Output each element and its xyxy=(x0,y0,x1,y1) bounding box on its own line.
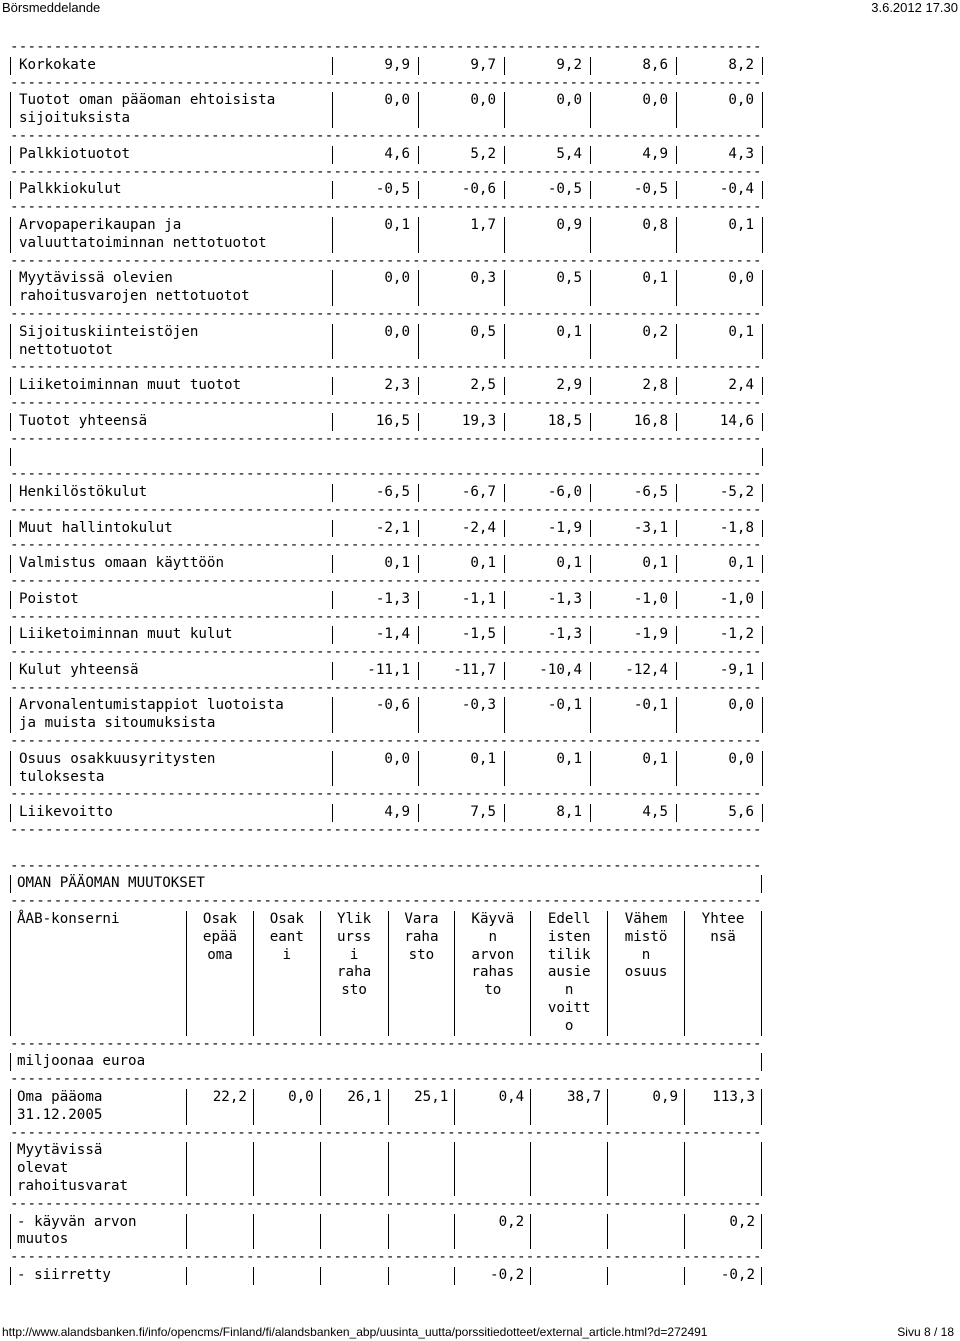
row-value: 0,4 xyxy=(455,1089,531,1125)
row-label: Poistot xyxy=(11,591,333,609)
row-value: -0,1 xyxy=(591,697,677,733)
table-row xyxy=(10,626,763,644)
table-row xyxy=(10,662,763,680)
row-value: 4,9 xyxy=(591,146,677,164)
dashed-separator xyxy=(10,1036,762,1054)
row-label: Valmistus omaan käyttöön xyxy=(11,555,333,573)
row-value: 0,1 xyxy=(591,555,677,573)
table-row xyxy=(10,911,762,1036)
income-statement xyxy=(10,39,762,840)
row-value: 4,3 xyxy=(677,146,763,164)
row-value: -1,2 xyxy=(677,626,763,644)
row-value xyxy=(187,1267,254,1285)
row-value: 0,5 xyxy=(505,270,591,306)
row-label: Sijoituskiinteistöjen nettotuotot xyxy=(11,324,333,360)
row-value: 0,0 xyxy=(253,1089,320,1125)
table-row xyxy=(10,146,763,164)
row-value: -6,7 xyxy=(419,484,505,502)
row-value: 2,8 xyxy=(591,377,677,395)
row-label: Arvopaperikaupan ja valuuttatoiminnan nettotuotot xyxy=(11,217,333,253)
row-label: Kulut yhteensä xyxy=(11,662,333,680)
row-value: 0,9 xyxy=(608,1089,685,1125)
row-value: 9,9 xyxy=(333,57,419,75)
table-row xyxy=(10,751,763,787)
row-label: Arvonalentumistappiot luotoista ja muista sitoumuksista xyxy=(11,697,333,733)
row-value: -0,3 xyxy=(419,697,505,733)
dashed-separator xyxy=(10,573,762,591)
row-value: -5,2 xyxy=(677,484,763,502)
row-value: 0,1 xyxy=(591,751,677,787)
row-label: Muut hallintokulut xyxy=(11,520,333,538)
row-value xyxy=(531,1214,608,1250)
equity-corner-label: ÅAB-konserni xyxy=(11,911,187,1036)
row-label: Liiketoiminnan muut kulut xyxy=(11,626,333,644)
dashed-separator xyxy=(10,609,762,627)
table-row xyxy=(10,1267,762,1285)
row-value: 0,0 xyxy=(505,92,591,128)
row-value xyxy=(388,1267,455,1285)
table-row xyxy=(10,181,763,199)
row-value: 5,6 xyxy=(677,804,763,822)
row-value: 7,5 xyxy=(419,804,505,822)
row-value xyxy=(187,1214,254,1250)
column-header: Edell isten tilik ausie n voitt o xyxy=(531,911,608,1036)
row-value: -1,3 xyxy=(505,626,591,644)
page-footer xyxy=(0,1323,960,1341)
row-label: Liikevoitto xyxy=(11,804,333,822)
row-value xyxy=(320,1142,388,1195)
row-value: 1,7 xyxy=(419,217,505,253)
row-value: -0,2 xyxy=(455,1267,531,1285)
row-value: 25,1 xyxy=(388,1089,455,1125)
row-value: -10,4 xyxy=(505,662,591,680)
row-value: 0,2 xyxy=(591,324,677,360)
row-value: -9,1 xyxy=(677,662,763,680)
row-value: 4,5 xyxy=(591,804,677,822)
table-row xyxy=(10,270,763,306)
table-row xyxy=(10,377,763,395)
row-value: -1,0 xyxy=(591,591,677,609)
row-value: 0,0 xyxy=(333,324,419,360)
table-row xyxy=(10,1089,762,1125)
row-label: Osuus osakkuusyritysten tuloksesta xyxy=(11,751,333,787)
row-value: 0,1 xyxy=(419,555,505,573)
dashed-separator xyxy=(10,128,762,146)
row-label: Myytävissä olevien rahoitusvarojen nettotuotot xyxy=(11,270,333,306)
row-value: 0,0 xyxy=(419,92,505,128)
row-value: 0,8 xyxy=(591,217,677,253)
row-value: 38,7 xyxy=(531,1089,608,1125)
row-value: -0,6 xyxy=(333,697,419,733)
row-value: 0,3 xyxy=(419,270,505,306)
row-value xyxy=(320,1214,388,1250)
row-value: -1,8 xyxy=(677,520,763,538)
dashed-separator xyxy=(10,164,762,182)
row-value: 5,2 xyxy=(419,146,505,164)
row-value: -2,4 xyxy=(419,520,505,538)
document-body xyxy=(10,39,762,1285)
row-value: -1,5 xyxy=(419,626,505,644)
row-value: 16,5 xyxy=(333,413,419,431)
dashed-separator xyxy=(10,733,762,751)
row-value: 8,2 xyxy=(677,57,763,75)
dashed-separator xyxy=(10,199,762,217)
row-value: 0,1 xyxy=(505,555,591,573)
row-value: 0,0 xyxy=(333,270,419,306)
row-label: - käyvän arvon muutos xyxy=(11,1214,187,1250)
table-row xyxy=(10,875,762,893)
dashed-separator xyxy=(10,537,762,555)
row-value: -1,3 xyxy=(333,591,419,609)
unit-label: miljoonaa euroa xyxy=(11,1053,762,1071)
header-title: Börsmeddelande xyxy=(2,0,101,15)
row-value: 4,9 xyxy=(333,804,419,822)
row-label: Palkkiokulut xyxy=(11,181,333,199)
row-value: -1,9 xyxy=(505,520,591,538)
row-value: 0,0 xyxy=(333,92,419,128)
row-value: 16,8 xyxy=(591,413,677,431)
row-label: Oma pääoma 31.12.2005 xyxy=(11,1089,187,1125)
column-header: Vähem mistö n osuus xyxy=(608,911,685,1036)
row-value xyxy=(455,1142,531,1195)
row-value: -0,5 xyxy=(333,181,419,199)
row-value xyxy=(608,1142,685,1195)
row-value: -6,0 xyxy=(505,484,591,502)
dashed-separator xyxy=(10,306,762,324)
row-value xyxy=(531,1267,608,1285)
row-value: 0,0 xyxy=(677,751,763,787)
row-value: -1,4 xyxy=(333,626,419,644)
row-value: 0,1 xyxy=(677,324,763,360)
table-row xyxy=(10,57,763,75)
row-value: 0,5 xyxy=(419,324,505,360)
table-row xyxy=(10,92,763,128)
row-value xyxy=(187,1142,254,1195)
row-value: 0,1 xyxy=(419,751,505,787)
dashed-separator xyxy=(10,1071,762,1089)
row-value xyxy=(320,1267,388,1285)
row-value: 0,1 xyxy=(677,217,763,253)
table-row xyxy=(10,697,763,733)
row-value: 8,6 xyxy=(591,57,677,75)
row-value: -0,5 xyxy=(591,181,677,199)
row-value: -0,1 xyxy=(505,697,591,733)
row-value: -1,1 xyxy=(419,591,505,609)
equity-changes xyxy=(10,858,762,1285)
table-row xyxy=(10,1142,762,1195)
footer-url: http://www.alandsbanken.fi/info/opencms/Finland/fi/alandsbanken_abp/uusinta_uutta/porssitiedotteet/external_article.html?d=272491 xyxy=(2,1325,708,1339)
row-value: -1,0 xyxy=(677,591,763,609)
table-row xyxy=(10,1053,762,1071)
row-label: Myytävissä olevat rahoitusvarat xyxy=(11,1142,187,1195)
row-value: -6,5 xyxy=(591,484,677,502)
row-value: 0,0 xyxy=(677,92,763,128)
row-value: 0,1 xyxy=(505,324,591,360)
column-header: Yhtee nsä xyxy=(685,911,762,1036)
equity-title: OMAN PÄÄOMAN MUUTOKSET xyxy=(11,875,762,893)
table-row xyxy=(10,591,763,609)
dashed-separator xyxy=(10,644,762,662)
dashed-separator xyxy=(10,1125,762,1143)
row-value: 18,5 xyxy=(505,413,591,431)
row-value: -1,3 xyxy=(505,591,591,609)
row-label: Liiketoiminnan muut tuotot xyxy=(11,377,333,395)
row-value xyxy=(608,1267,685,1285)
row-value: 8,1 xyxy=(505,804,591,822)
row-value: 5,4 xyxy=(505,146,591,164)
row-value: 0,0 xyxy=(591,92,677,128)
row-value xyxy=(253,1142,320,1195)
row-value: 9,7 xyxy=(419,57,505,75)
table-row xyxy=(10,1214,762,1250)
row-value: 0,2 xyxy=(455,1214,531,1250)
row-value xyxy=(253,1267,320,1285)
dashed-separator xyxy=(10,822,762,840)
column-header: Osak epää oma xyxy=(187,911,254,1036)
row-value: 19,3 xyxy=(419,413,505,431)
row-value: 14,6 xyxy=(677,413,763,431)
column-header: Käyvä n arvon rahas to xyxy=(455,911,531,1036)
row-value: 2,4 xyxy=(677,377,763,395)
dashed-separator xyxy=(10,466,762,484)
dashed-separator xyxy=(10,680,762,698)
row-value: -12,4 xyxy=(591,662,677,680)
row-value: 0,1 xyxy=(677,555,763,573)
row-value xyxy=(685,1142,762,1195)
row-value: 2,5 xyxy=(419,377,505,395)
row-value: 2,9 xyxy=(505,377,591,395)
dashed-separator xyxy=(10,1196,762,1214)
row-value xyxy=(388,1214,455,1250)
row-value: 0,1 xyxy=(333,217,419,253)
dashed-separator xyxy=(10,39,762,57)
row-value: -0,6 xyxy=(419,181,505,199)
row-value: -0,2 xyxy=(685,1267,762,1285)
row-value: 2,3 xyxy=(333,377,419,395)
table-row xyxy=(10,484,763,502)
dashed-separator xyxy=(10,786,762,804)
dashed-separator xyxy=(10,893,762,911)
column-header: Vara raha sto xyxy=(388,911,455,1036)
row-value: -1,9 xyxy=(591,626,677,644)
row-value: 0,9 xyxy=(505,217,591,253)
table-row xyxy=(10,555,763,573)
row-value: 0,0 xyxy=(677,270,763,306)
row-value xyxy=(253,1214,320,1250)
table-row xyxy=(10,217,763,253)
row-label: Tuotot yhteensä xyxy=(11,413,333,431)
row-value: 0,1 xyxy=(333,555,419,573)
table-row xyxy=(10,448,763,466)
row-value: 0,1 xyxy=(591,270,677,306)
row-value: 9,2 xyxy=(505,57,591,75)
table-row xyxy=(10,520,763,538)
row-value: -0,4 xyxy=(677,181,763,199)
dashed-separator xyxy=(10,502,762,520)
dashed-separator xyxy=(10,75,762,93)
dashed-separator xyxy=(10,431,762,449)
row-value: 0,0 xyxy=(677,697,763,733)
row-value xyxy=(531,1142,608,1195)
row-value: -6,5 xyxy=(333,484,419,502)
row-value: 0,1 xyxy=(505,751,591,787)
header-timestamp: 3.6.2012 17.30 xyxy=(871,0,958,15)
row-value: 22,2 xyxy=(187,1089,254,1125)
table-row xyxy=(10,324,763,360)
dashed-separator xyxy=(10,1249,762,1267)
table-row xyxy=(10,413,763,431)
row-value: 113,3 xyxy=(685,1089,762,1125)
row-value: 4,6 xyxy=(333,146,419,164)
row-value: -11,7 xyxy=(419,662,505,680)
row-label: Henkilöstökulut xyxy=(11,484,333,502)
row-value xyxy=(608,1214,685,1250)
spacer-row xyxy=(11,448,763,466)
row-label: - siirretty xyxy=(11,1267,187,1285)
table-row xyxy=(10,804,763,822)
row-value: 26,1 xyxy=(320,1089,388,1125)
row-value xyxy=(388,1142,455,1195)
page-header xyxy=(0,0,960,16)
footer-page-number: Sivu 8 / 18 xyxy=(897,1325,954,1339)
dashed-separator xyxy=(10,359,762,377)
column-header: Ylik urss i raha sto xyxy=(320,911,388,1036)
row-label: Tuotot oman pääoman ehtoisista sijoituksista xyxy=(11,92,333,128)
row-value: 0,2 xyxy=(685,1214,762,1250)
row-value: -2,1 xyxy=(333,520,419,538)
dashed-separator xyxy=(10,858,762,876)
row-label: Palkkiotuotot xyxy=(11,146,333,164)
row-label: Korkokate xyxy=(11,57,333,75)
dashed-separator xyxy=(10,395,762,413)
row-value: -11,1 xyxy=(333,662,419,680)
row-value: -0,5 xyxy=(505,181,591,199)
column-header: Osak eant i xyxy=(253,911,320,1036)
dashed-separator xyxy=(10,253,762,271)
row-value: -3,1 xyxy=(591,520,677,538)
row-value: 0,0 xyxy=(333,751,419,787)
